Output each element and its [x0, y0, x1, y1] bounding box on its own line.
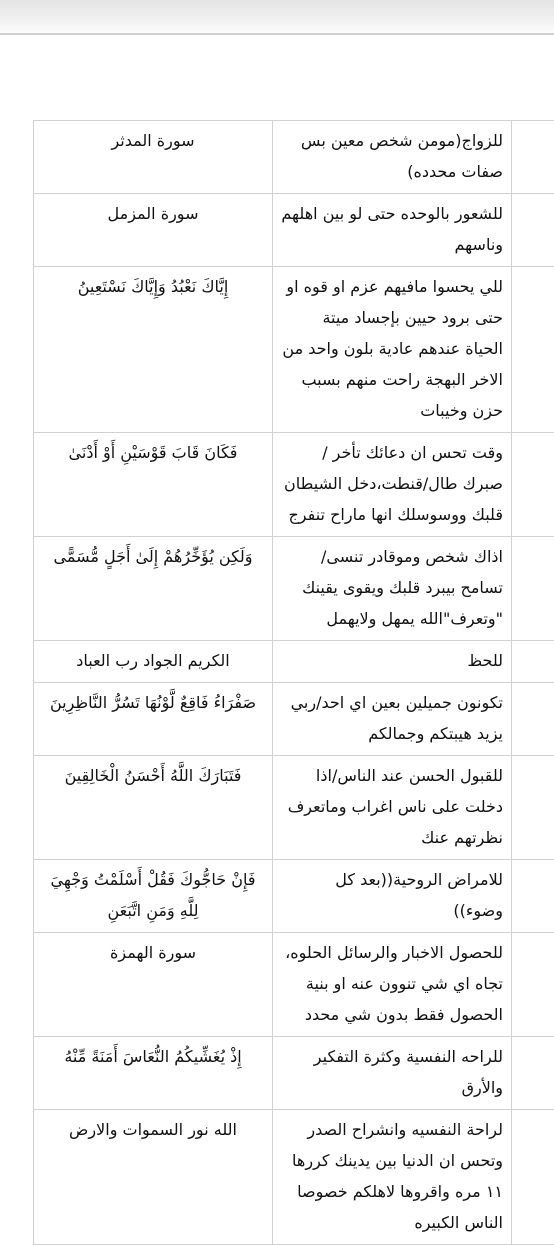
purpose-cell: تكونون جميلين بعين اي احد/ربي يزيد هيبتكم وجمالكم — [273, 683, 512, 756]
table-row — [34, 1110, 554, 1245]
ayah-cell: إِذْ يُغَشِّيكُمُ النُّعَاسَ أَمَنَةً مِّنْهُ — [34, 1037, 273, 1110]
purpose-cell: للامراض الروحية((بعد كل وضوء)) — [273, 860, 512, 933]
ayah-cell: وَلَكِن يُؤَخِّرُهُمْ إِلَىٰ أَجَلٍ مُّسَمًّى — [34, 537, 273, 641]
ayah-cell: إِيَّاكَ نَعْبُدُ وَإِيَّاكَ نَسْتَعِينُ — [34, 267, 273, 433]
edge-cell — [512, 1110, 554, 1245]
table-row — [34, 194, 554, 267]
table-row — [34, 860, 554, 933]
edge-cell — [512, 537, 554, 641]
ayah-cell: فَكَانَ قَابَ قَوْسَيْنِ أَوْ أَدْنَىٰ — [34, 433, 273, 537]
purpose-cell: للحظ — [273, 641, 512, 683]
edge-cell — [512, 433, 554, 537]
edge-cell — [512, 267, 554, 433]
table-row — [34, 537, 554, 641]
table-row — [34, 267, 554, 433]
purpose-cell: للي يحسوا مافيهم عزم او قوه او حتى برود حيين بإجساد ميتة الحياة عندهم عادية بلون واحد من الاخر البهجة راحت منهم بسبب حزن وخيبات — [273, 267, 512, 433]
top-divider — [0, 33, 554, 35]
purpose-cell: للزواج(مومن شخص معين بس صفات محدده) — [273, 121, 512, 194]
purpose-cell: للحصول الاخبار والرسائل الحلوه، تجاه اي شي تنوون عنه او بنية الحصول فقط بدون شي محدد — [273, 933, 512, 1037]
edge-cell — [512, 756, 554, 860]
verses-table — [33, 120, 554, 1245]
edge-cell — [512, 683, 554, 756]
purpose-cell: للراحه النفسية وكثرة التفكير والأرق — [273, 1037, 512, 1110]
purpose-cell: للقبول الحسن عند الناس/اذا دخلت على ناس اغراب وماتعرف نظرتهم عنك — [273, 756, 512, 860]
ayah-cell: فَتَبَارَكَ اللَّهُ أَحْسَنُ الْخَالِقِينَ — [34, 756, 273, 860]
ayah-cell: فَإِنْ حَاجُّوكَ فَقُلْ أَسْلَمْتُ وَجْهِيَ لِلَّهِ وَمَنِ اتَّبَعَنِ — [34, 860, 273, 933]
ayah-cell: صَفْرَاءُ فَاقِعٌ لَّوْنُهَا تَسُرُّ النَّاظِرِينَ — [34, 683, 273, 756]
table-row — [34, 433, 554, 537]
ayah-cell: الكريم الجواد رب العباد — [34, 641, 273, 683]
ayah-cell: سورة الهمزة — [34, 933, 273, 1037]
ayah-cell: سورة المزمل — [34, 194, 273, 267]
purpose-cell: للشعور بالوحده حتى لو بين اهلهم وناسهم — [273, 194, 512, 267]
table-body — [34, 121, 554, 1245]
table-row — [34, 756, 554, 860]
top-bar — [0, 0, 554, 36]
table-row — [34, 683, 554, 756]
edge-cell — [512, 860, 554, 933]
purpose-cell: وقت تحس ان دعائك تأخر / صبرك طال/قنطت،دخل الشيطان قلبك ووسوسلك انها ماراح تنفرج — [273, 433, 512, 537]
ayah-cell: سورة المدثر — [34, 121, 273, 194]
table-row — [34, 121, 554, 194]
table-row — [34, 1037, 554, 1110]
edge-cell — [512, 194, 554, 267]
purpose-cell: اذاك شخص وموقادر تنسى/ تسامح بيبرد قلبك ويقوى يقينك "وتعرف"الله يمهل ولايهمل — [273, 537, 512, 641]
table-row — [34, 933, 554, 1037]
ayah-cell: الله نور السموات والارض — [34, 1110, 273, 1245]
edge-cell — [512, 121, 554, 194]
edge-cell — [512, 641, 554, 683]
edge-cell — [512, 933, 554, 1037]
purpose-cell: لراحة النفسيه وانشراح الصدر وتحس ان الدنيا بين يدينك كررها ١١ مره واقروها لاهلكم خصوصا الناس الكبيره — [273, 1110, 512, 1245]
edge-cell — [512, 1037, 554, 1110]
table-row — [34, 641, 554, 683]
